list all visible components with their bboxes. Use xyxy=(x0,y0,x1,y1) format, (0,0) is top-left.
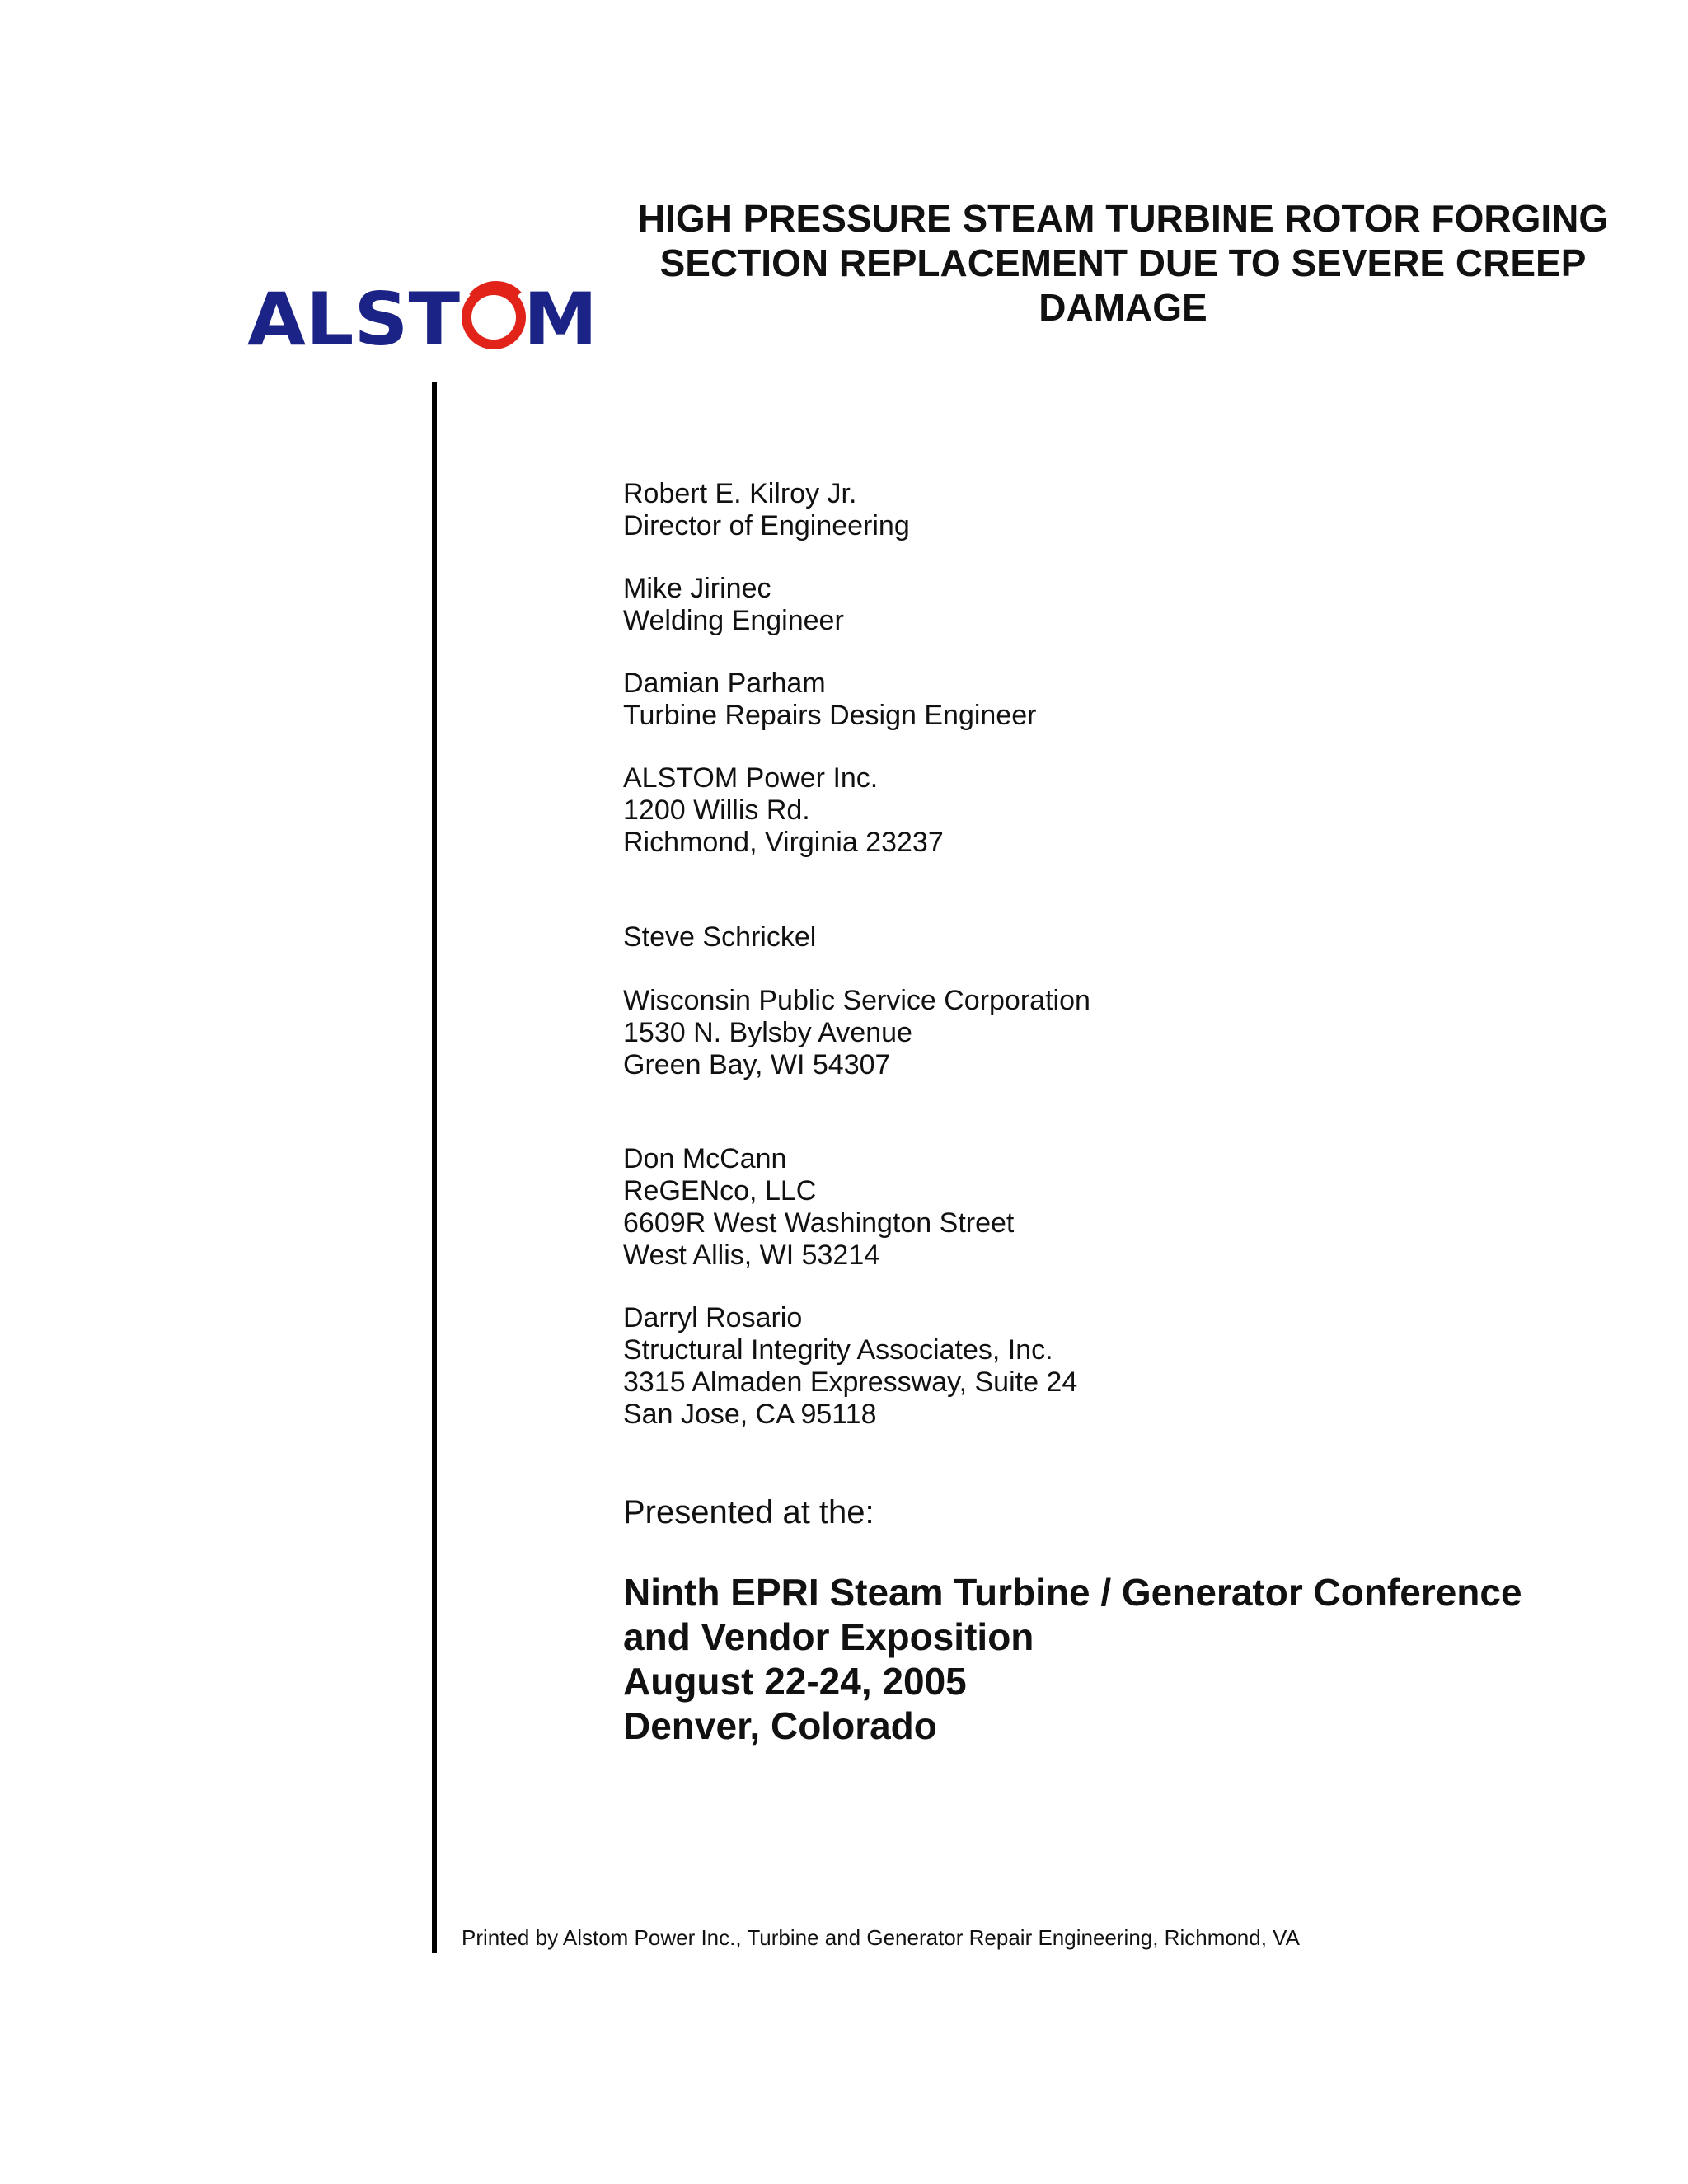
organization-name: Structural Integrity Associates, Inc. xyxy=(623,1334,1053,1366)
organization-name: ALSTOM Power Inc. xyxy=(623,762,879,794)
alstom-address xyxy=(623,762,944,859)
author-mccann xyxy=(623,1143,1014,1272)
presented-at-label: Presented at the: xyxy=(623,1494,874,1530)
street-address: 1200 Willis Rd. xyxy=(623,794,810,826)
city-state-zip: West Allis, WI 53214 xyxy=(623,1240,880,1271)
city-state-zip: San Jose, CA 95118 xyxy=(623,1399,877,1430)
author-name: Mike Jirinec xyxy=(623,573,771,604)
title-line: DAMAGE xyxy=(1039,286,1207,329)
author-rosario xyxy=(623,1302,1077,1431)
conference-line: and Vendor Exposition xyxy=(623,1615,1034,1658)
vertical-rule xyxy=(432,382,437,1953)
author-role: Welding Engineer xyxy=(623,605,844,636)
conference-line: Ninth EPRI Steam Turbine / Generator Conference xyxy=(623,1571,1522,1614)
conference-location: Denver, Colorado xyxy=(623,1704,937,1747)
organization-name: ReGENco, LLC xyxy=(623,1175,817,1207)
city-state-zip: Green Bay, WI 54307 xyxy=(623,1049,891,1080)
author-name: Damian Parham xyxy=(623,668,826,699)
wps-address xyxy=(623,985,1090,1081)
alstom-logo xyxy=(247,276,598,359)
street-address: 6609R West Washington Street xyxy=(623,1207,1015,1239)
footer-printed-by: Printed by Alstom Power Inc., Turbine and Generator Repair Engineering, Richmond, VA xyxy=(462,1925,1300,1950)
conference-date: August 22-24, 2005 xyxy=(623,1660,967,1703)
author-kilroy xyxy=(623,478,910,542)
author-role: Turbine Repairs Design Engineer xyxy=(623,700,1037,731)
author-name: Robert E. Kilroy Jr. xyxy=(623,478,857,509)
author-jirinec xyxy=(623,573,844,637)
conference-info xyxy=(623,1570,1522,1748)
title-line: SECTION REPLACEMENT DUE TO SEVERE CREEP xyxy=(659,241,1587,284)
logo-ring xyxy=(467,284,521,344)
title-line: HIGH PRESSURE STEAM TURBINE ROTOR FORGING xyxy=(637,197,1609,240)
author-parham xyxy=(623,668,1036,732)
svg-text:ALST: ALST xyxy=(247,277,460,359)
author-name: Don McCann xyxy=(623,1143,787,1174)
organization-name: Wisconsin Public Service Corporation xyxy=(623,985,1090,1016)
author-role: Director of Engineering xyxy=(623,510,910,541)
street-address: 3315 Almaden Expressway, Suite 24 xyxy=(623,1366,1078,1398)
city-state-zip: Richmond, Virginia 23237 xyxy=(623,827,944,858)
author-name: Steve Schrickel xyxy=(623,921,817,953)
author-name: Darryl Rosario xyxy=(623,1302,803,1333)
svg-text:M: M xyxy=(523,277,598,359)
document-title xyxy=(602,196,1644,330)
alstom-logo-icon xyxy=(247,276,598,359)
street-address: 1530 N. Bylsby Avenue xyxy=(623,1017,912,1048)
author-schrickel xyxy=(623,921,816,954)
